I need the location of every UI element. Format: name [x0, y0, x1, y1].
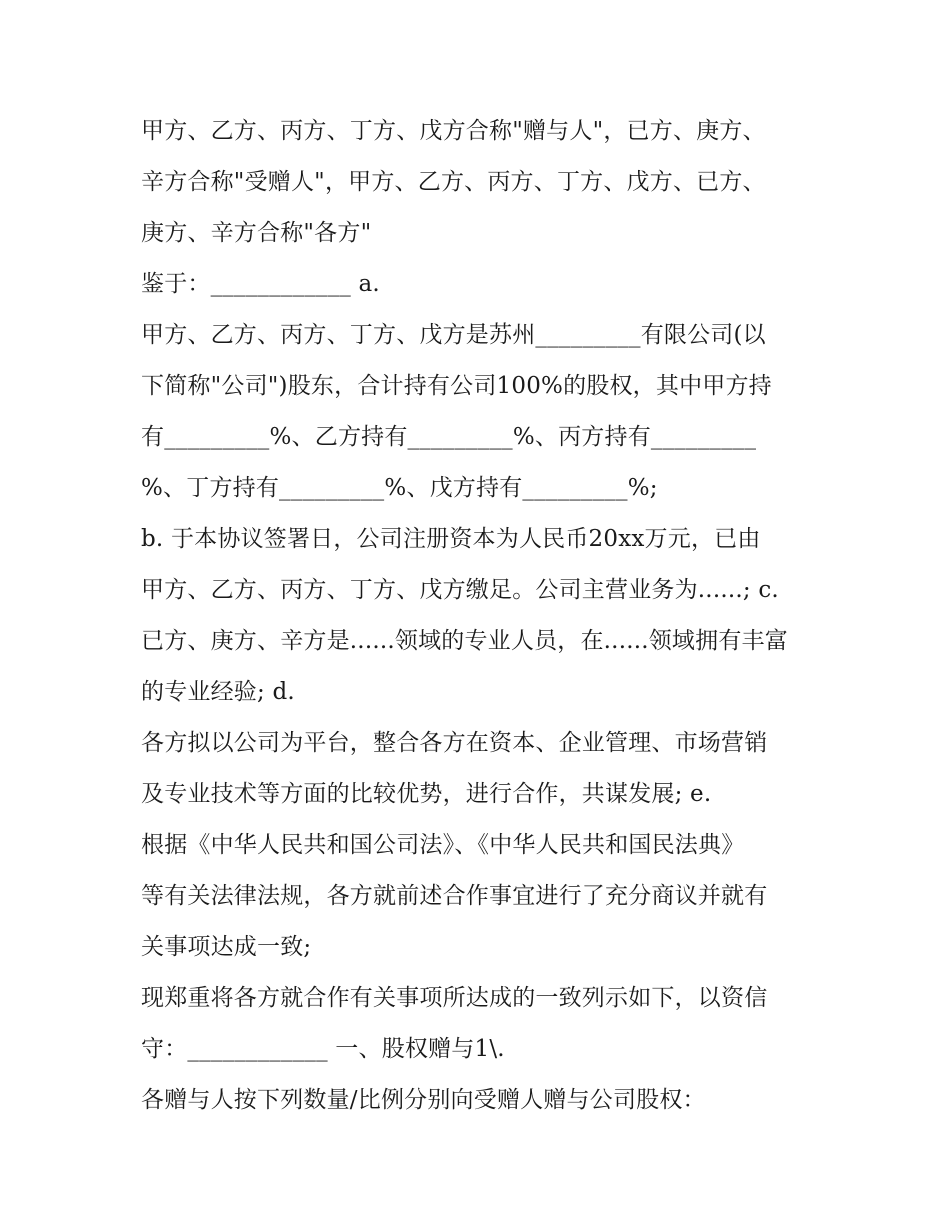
text-line-10: 甲方、乙方、丙方、丁方、戊方缴足。公司主营业务为......; c. [141, 577, 779, 603]
text-line-19: 守：____________ 一、股权赠与1\. [141, 1036, 505, 1062]
text-line-9: b. 于本协议签署日，公司注册资本为人民币20xx万元，已由 [141, 526, 761, 552]
text-line-13: 各方拟以公司为平台，整合各方在资本、企业管理、市场营销 [141, 730, 768, 756]
text-line-18: 现郑重将各方就合作有关事项所达成的一致列示如下，以资信 [141, 985, 768, 1011]
text-line-3: 庚方、辛方合称"各方" [141, 220, 372, 246]
text-line-20: 各赠与人按下列数量/比例分别向受赠人赠与公司股权： [141, 1087, 706, 1113]
text-line-8: %、丁方持有_________%、戊方持有_________%; [141, 475, 658, 501]
text-line-12: 的专业经验; d. [141, 679, 295, 705]
text-line-4: 鉴于：____________ a. [141, 271, 380, 297]
text-line-1: 甲方、乙方、丙方、丁方、戊方合称"赠与人"，已方、庚方、 [141, 118, 766, 144]
text-line-16: 等有关法律法规，各方就前述合作事宜进行了充分商议并就有 [141, 883, 768, 909]
text-line-15: 根据《中华人民共和国公司法》、《中华人民共和国民法典》 [141, 832, 745, 858]
text-line-7: 有_________%、乙方持有_________%、丙方持有_________ [141, 424, 757, 450]
document-body [141, 109, 831, 1129]
text-line-11: 已方、庚方、辛方是......领域的专业人员，在......领域拥有丰富 [141, 628, 788, 654]
text-line-17: 关事项达成一致; [141, 934, 312, 960]
text-line-6: 下简称"公司")股东，合计持有公司100%的股权，其中甲方持 [141, 373, 772, 399]
text-line-14: 及专业技术等方面的比较优势，进行合作，共谋发展; e. [141, 781, 712, 807]
text-line-5: 甲方、乙方、丙方、丁方、戊方是苏州_________有限公司(以 [141, 322, 766, 348]
text-line-2: 辛方合称"受赠人"，甲方、乙方、丙方、丁方、戊方、已方、 [141, 169, 766, 195]
